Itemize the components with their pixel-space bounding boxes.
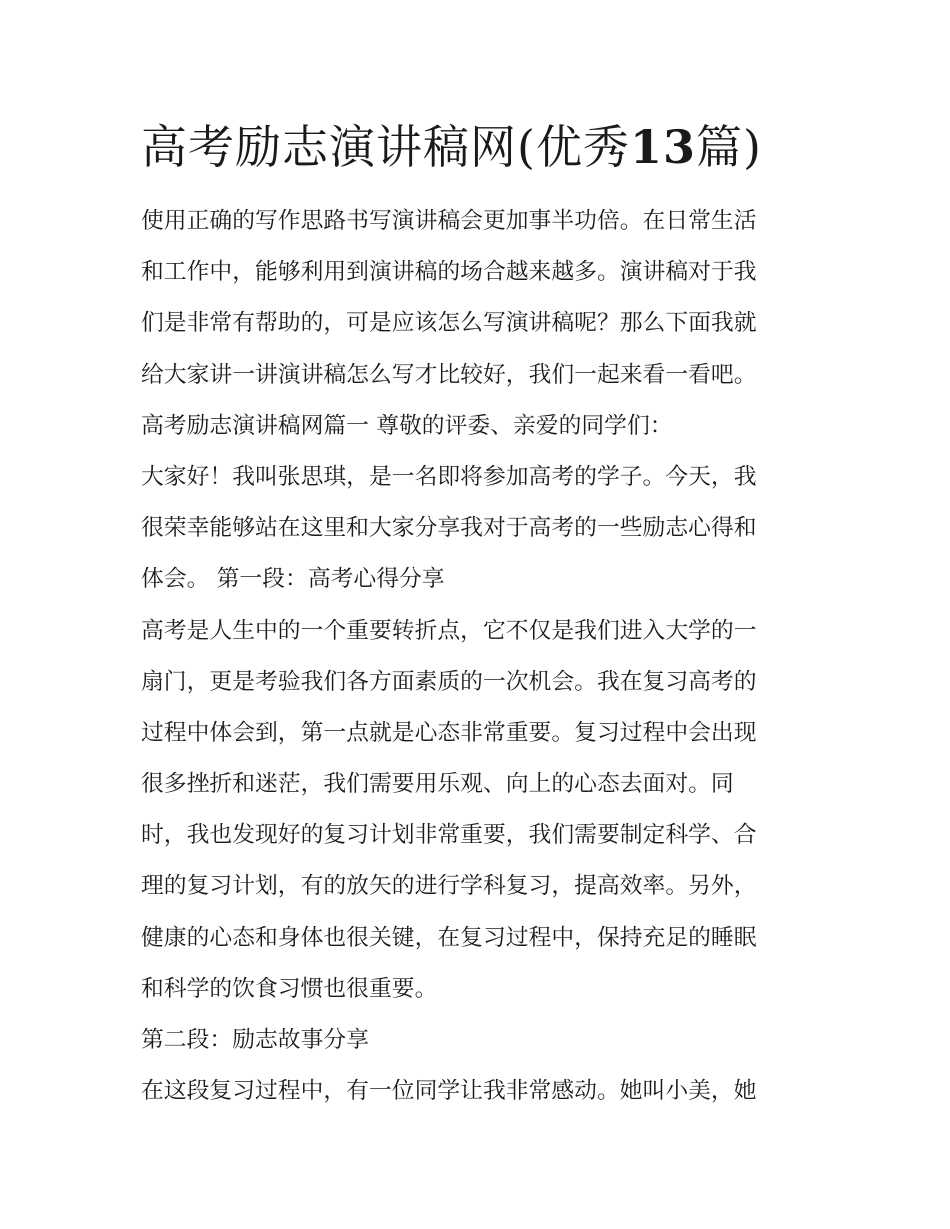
section-heading-line: 高考励志演讲稿网篇一 尊敬的评委、亲爱的同学们：	[141, 412, 673, 439]
text-line: 和工作中，能够利用到演讲稿的场合越来越多。演讲稿对于我	[141, 259, 757, 286]
text-line: 使用正确的写作思路书写演讲稿会更加事半功倍。在日常生活	[141, 208, 757, 234]
text-line: 很多挫折和迷茫，我们需要用乐观、向上的心态去面对。同	[141, 771, 734, 798]
text-line: 体会。 第一段：高考心得分享	[141, 566, 445, 593]
title-prefix: 高考励志演讲稿网(优秀	[141, 120, 630, 174]
text-line: 过程中体会到，第一点就是心态非常重要。复习过程中会出现	[141, 719, 757, 746]
text-line: 理的复习计划，有的放矢的进行学科复习，提高效率。另外，	[141, 873, 757, 900]
text-line: 们是非常有帮助的，可是应该怎么写演讲稿呢？那么下面我就	[141, 310, 757, 337]
text-line: 在这段复习过程中，有一位同学让我非常感动。她叫小美，她	[141, 1078, 757, 1105]
text-line: 健康的心态和身体也很关键，在复习过程中，保持充足的睡眠	[141, 924, 757, 951]
title-number: 13	[629, 120, 696, 174]
document-title	[141, 112, 841, 182]
text-line: 高考是人生中的一个重要转折点，它不仅是我们进入大学的一	[141, 617, 757, 644]
text-line: 大家好！我叫张思琪，是一名即将参加高考的学子。今天，我	[141, 463, 757, 490]
text-line: 和科学的饮食习惯也很重要。	[141, 975, 438, 1002]
section-heading-line: 第二段：励志故事分享	[141, 1027, 369, 1053]
text-line: 扇门，更是考验我们各方面素质的一次机会。我在复习高考的	[141, 668, 757, 695]
document-body	[141, 196, 813, 1117]
text-line: 很荣幸能够站在这里和大家分享我对于高考的一些励志心得和	[141, 515, 757, 542]
title-suffix: 篇)	[695, 120, 762, 174]
text-line: 给大家讲一讲演讲稿怎么写才比较好，我们一起来看一看吧。	[141, 361, 757, 388]
text-line: 时，我也发现好的复习计划非常重要，我们需要制定科学、合	[141, 822, 757, 849]
